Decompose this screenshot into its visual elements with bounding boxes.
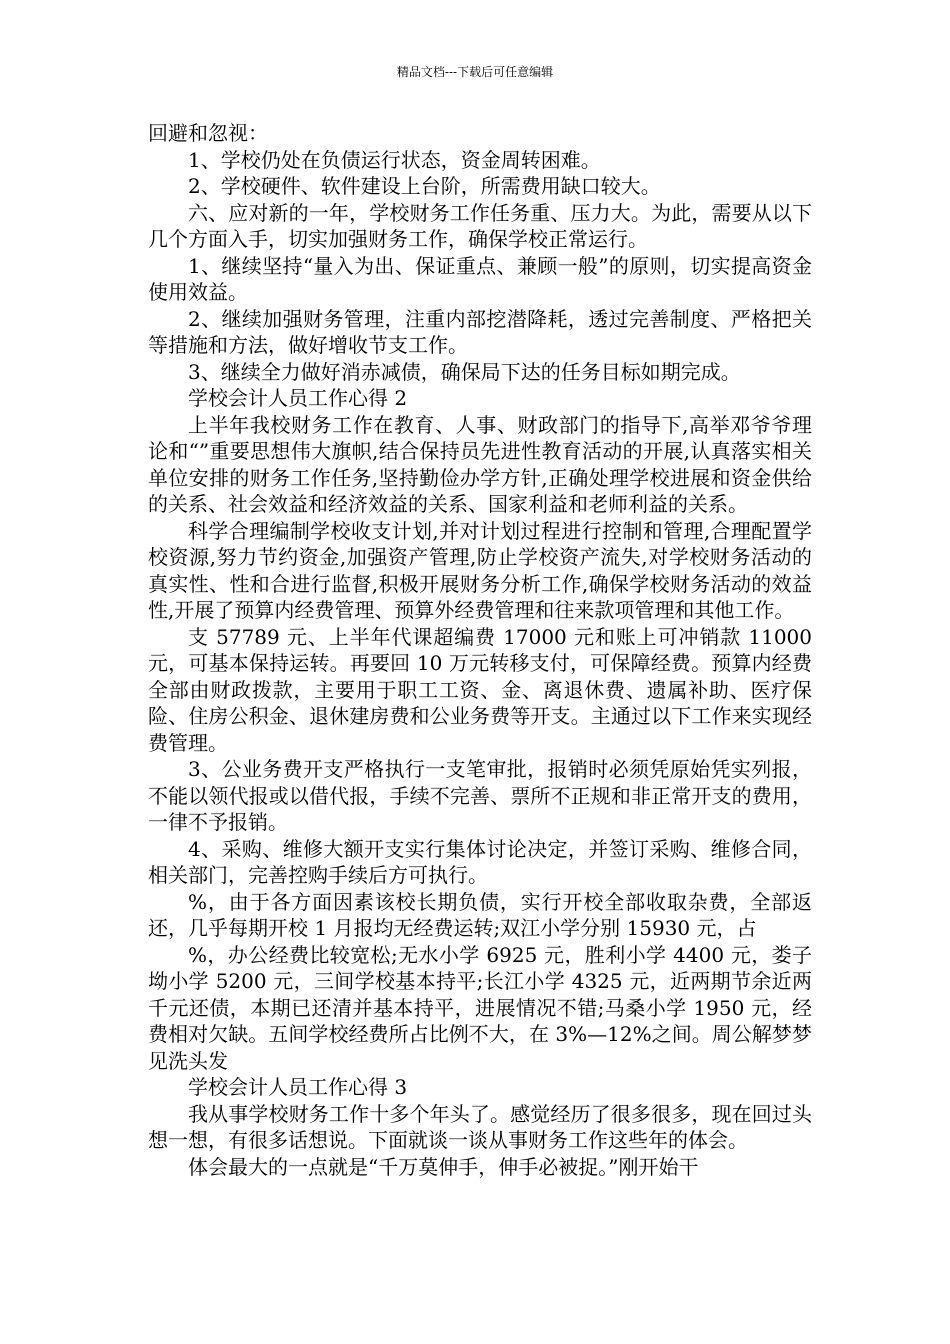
- paragraph: 体会最大的一点就是“千万莫伸手，伸手必被捉。”刚开始干: [188, 1154, 699, 1179]
- paragraph: 3、继续全力做好消赤减债，确保局下达的任务目标如期完成。: [188, 359, 741, 384]
- paragraph: 4、采购、维修大额开支实行集体讨论决定，并签订采购、维修合同，相关部门，完善控购手续后方可执行。: [148, 836, 812, 887]
- paragraph: 2、继续加强财务管理，注重内部挖潜降耗，透过完善制度、严格把关等措施和方法，做好增收节支工作。: [148, 306, 812, 357]
- section-heading: 学校会计人员工作心得 2: [188, 386, 408, 410]
- paragraph: 1、继续坚持“量入为出、保证重点、兼顾一般”的原则，切实提高资金使用效益。: [148, 253, 812, 304]
- document-body: [148, 120, 812, 1180]
- paragraph: 2、学校硬件、软件建设上台阶，所需费用缺口较大。: [188, 174, 661, 198]
- paragraph: %，办公经费比较宽松;无水小学 6925 元，胜利小学 4400 元，娄子坳小学 5200 元，三间学校基本持平;长江小学 4325 元，近两期节余近两千元还债，本期已还清并基本持平，进展情况不错;马桑小学 1950 元，经费相对欠缺。五间学校经费所占比例不大，在 3%—12%之间。周公解梦梦见洗头发: [148, 942, 812, 1073]
- page-header: 精品文档---下载后可任意编辑: [396, 65, 554, 79]
- paragraph: 回避和忽视：: [148, 121, 268, 145]
- paragraph: 支 57789 元、上半年代课超编费 17000 元和账上可冲销款 11000 元，可基本保持运转。再要回 10 万元转移支付，可保障经费。预算内经费全部由财政拨款，主要用于职工工资、金、离退休费、遗属补助、医疗保险、住房公积金、退休建房费和公业务费等开支。主通过以下工作来实现经费管理。: [148, 624, 812, 755]
- paragraph: 六、应对新的一年，学校财务工作任务重、压力大。为此，需要从以下几个方面入手，切实加强财务工作，确保学校正常运行。: [148, 200, 812, 251]
- paragraph: 上半年我校财务工作在教育、人事、财政部门的指导下,高举邓爷爷理论和“”重要思想伟大旗帜,结合保持员先进性教育活动的开展,认真落实相关单位安排的财务工作任务,坚持勤俭办学方针,正确处理学校进展和资金供给的关系、社会效益和经济效益的关系、国家利益和老师利益的关系。: [148, 412, 812, 516]
- section-heading: 学校会计人员工作心得 3: [188, 1075, 408, 1099]
- paragraph: 科学合理编制学校收支计划,并对计划过程进行控制和管理,合理配置学校资源,努力节约资金,加强资产管理,防止学校资产流失,对学校财务活动的真实性、性和合进行监督,积极开展财务分析工作,确保学校财务活动的效益性,开展了预算内经费管理、预算外经费管理和往来款项管理和其他工作。: [148, 518, 812, 622]
- paragraph: 我从事学校财务工作十多个年头了。感觉经历了很多很多，现在回过头想一想，有很多话想说。下面就谈一谈从事财务工作这些年的体会。: [148, 1101, 812, 1152]
- paragraph: %，由于各方面因素该校长期负债，实行开校全部收取杂费，全部返还，几乎每期开校 1 月报均无经费运转;双江小学分别 15930 元，占: [148, 889, 812, 940]
- paragraph: 3、公业务费开支严格执行一支笔审批，报销时必须凭原始凭实列报，不能以领代报或以借代报，手续不完善、票所不正规和非正常开支的费用，一律不予报销。: [148, 757, 812, 834]
- paragraph: 1、学校仍处在负债运行状态，资金周转困难。: [188, 147, 601, 172]
